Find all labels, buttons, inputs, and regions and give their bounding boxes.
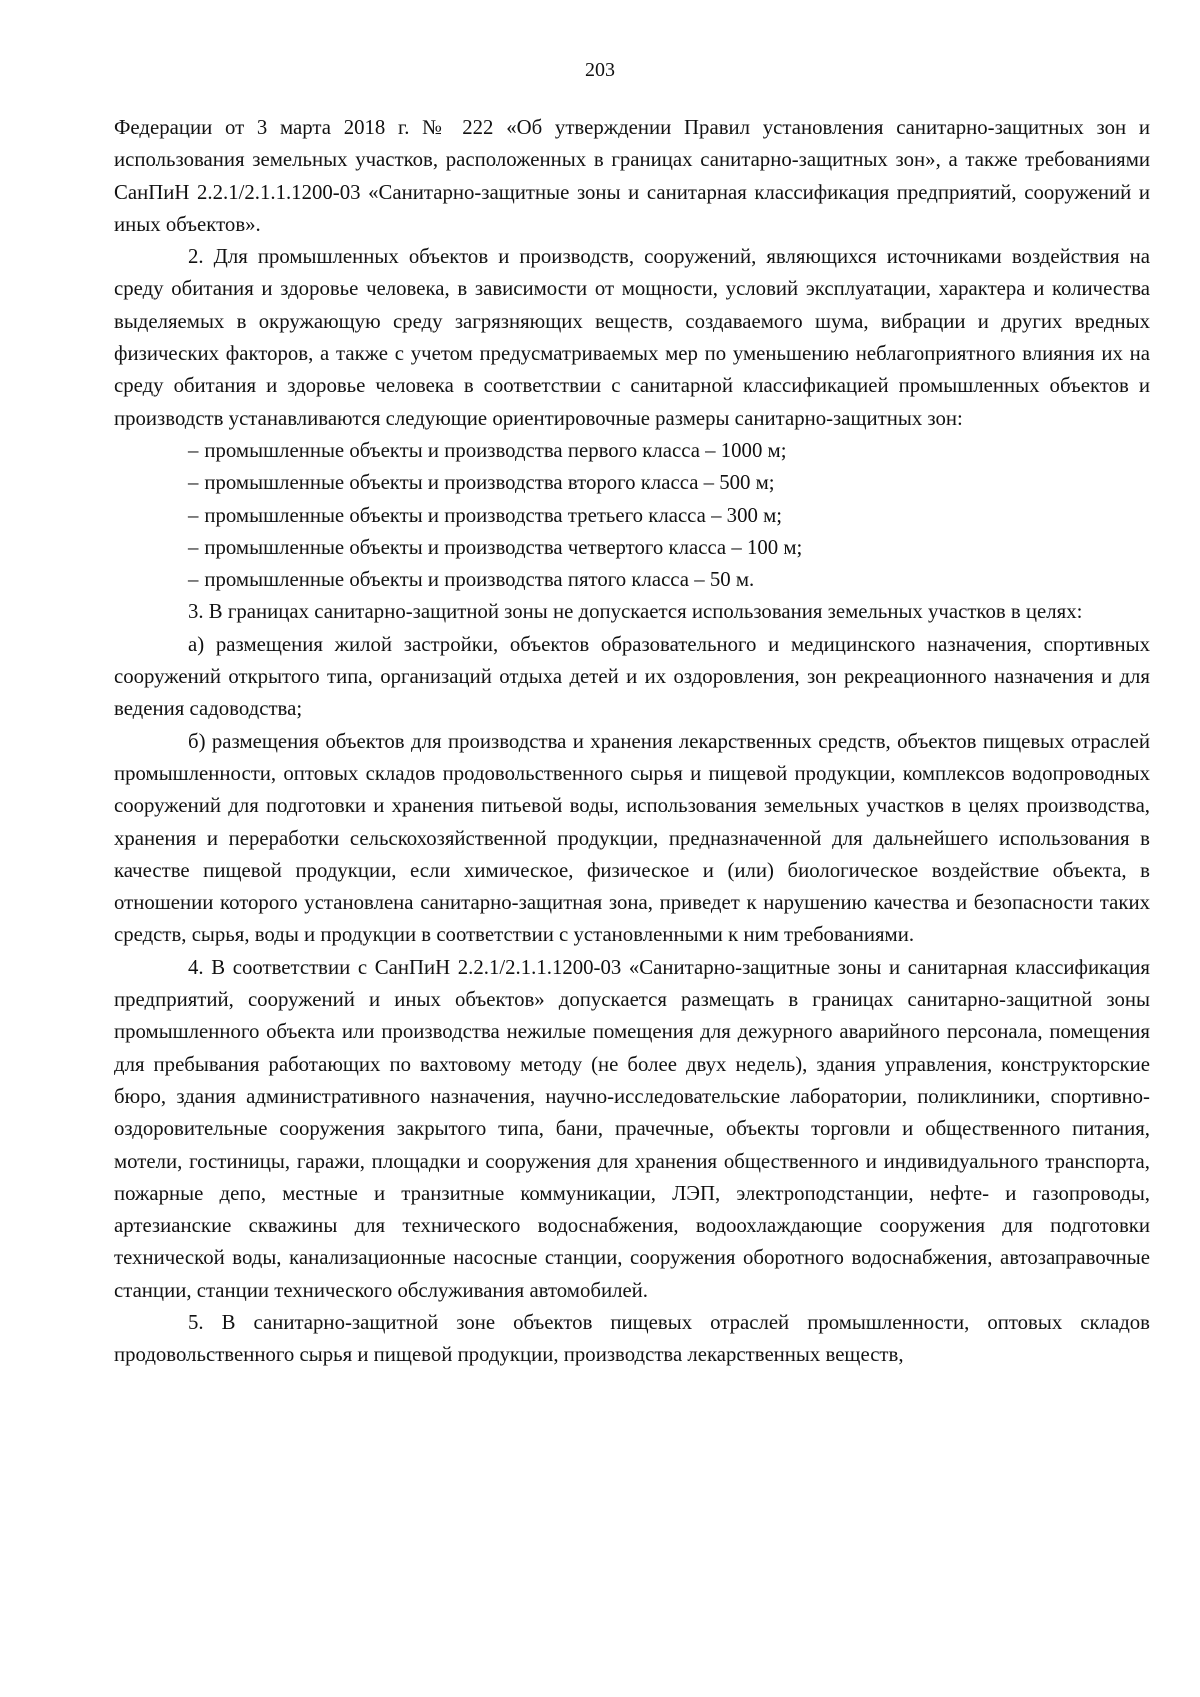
paragraph-continuation: Федерации от 3 марта 2018 г. № 222 «Об утверждении Правил установления санитарно-защитных зон и использования земельных участков, расположенных в границах санитарно-защитных зон», а также требованиями СанПиН 2.2.1/2.1.1.1200-03 «Санитарно-защитные зоны и санитарная классификация предприятий, сооружений и иных объектов». — [114, 116, 1150, 236]
list-dash: – — [188, 503, 199, 527]
list-dash: – — [188, 535, 199, 559]
page-number: 203 — [585, 59, 615, 81]
paragraph-3: 3. В границах санитарно-защитной зоны не допускается использования земельных участков в целях: — [188, 600, 1083, 624]
zone-size-list — [114, 435, 1150, 596]
list-item-text: промышленные объекты и производства второго класса – 500 м; — [204, 471, 775, 495]
document-body — [114, 112, 1150, 1372]
paragraph-4: 4. В соответствии с СанПиН 2.2.1/2.1.1.1200-03 «Санитарно-защитные зоны и санитарная классификация предприятий, сооружений и иных объектов» допускается размещать в границах санитарно-защитной зоны промышленного объекта или производства нежилые помещения для дежурного аварийного персонала, помещения для пребывания работающих по вахтовому методу (не более двух недель), здания управления, конструкторские бюро, здания административного назначения, научно-исследовательские лаборатории, поликлиники, спортивно-оздоровительные сооружения закрытого типа, бани, прачечные, объекты торговли и общественного питания, мотели, гостиницы, гаражи, площадки и сооружения для хранения общественного и индивидуального транспорта, пожарные депо, местные и транзитные коммуникации, ЛЭП, электроподстанции, нефте- и газопроводы, артезианские скважины для технического водоснабжения, водоохлаждающие сооружения для подготовки технической воды, канализационные насосные станции, сооружения оборотного водоснабжения, автозаправочные станции, станции технического обслуживания автомобилей. — [114, 955, 1150, 1302]
list-item-text: промышленные объекты и производства третьего класса – 300 м; — [204, 503, 783, 527]
list-item-text: промышленные объекты и производства первого класса – 1000 м; — [204, 438, 787, 462]
list-item — [114, 467, 1150, 499]
list-item-text: промышленные объекты и производства четвертого класса – 100 м; — [204, 535, 803, 559]
paragraph-5: 5. В санитарно-защитной зоне объектов пищевых отраслей промышленности, оптовых складов продовольственного сырья и пищевой продукции, производства лекарственных веществ, — [114, 1310, 1150, 1367]
list-dash: – — [188, 438, 199, 462]
list-item — [114, 435, 1150, 467]
list-dash: – — [188, 568, 199, 592]
list-item — [114, 500, 1150, 532]
list-item — [114, 564, 1150, 596]
list-dash: – — [188, 471, 199, 495]
list-item-text: промышленные объекты и производства пятого класса – 50 м. — [204, 568, 755, 592]
list-item — [114, 532, 1150, 564]
paragraph-2: 2. Для промышленных объектов и производств, сооружений, являющихся источниками воздействия на среду обитания и здоровье человека, в зависимости от мощности, условий эксплуатации, характера и количества выделяемых в окружающую среду загрязняющих веществ, создаваемого шума, вибрации и других вредных физических факторов, а также с учетом предусматриваемых мер по уменьшению неблагоприятного влияния их на среду обитания и здоровье человека в соответствии с санитарной классификацией промышленных объектов и производств устанавливаются следующие ориентировочные размеры санитарно-защитных зон: — [114, 245, 1150, 430]
paragraph-3b: б) размещения объектов для производства и хранения лекарственных средств, объектов пищевых отраслей промышленности, оптовых складов продовольственного сырья и пищевой продукции, комплексов водопроводных сооружений для подготовки и хранения питьевой воды, использования земельных участков в целях производства, хранения и переработки сельскохозяйственной продукции, предназначенной для дальнейшего использования в качестве пищевой продукции, если химическое, физическое и (или) биологическое воздействие объекта, в отношении которого установлена санитарно-защитная зона, приведет к нарушению качества и безопасности таких средств, сырья, воды и продукции в соответствии с установленными к ним требованиями. — [114, 729, 1150, 947]
paragraph-3a: а) размещения жилой застройки, объектов образовательного и медицинского назначения, спортивных сооружений открытого типа, организаций отдыха детей и их оздоровления, зон рекреационного назначения и для ведения садоводства; — [114, 632, 1150, 721]
